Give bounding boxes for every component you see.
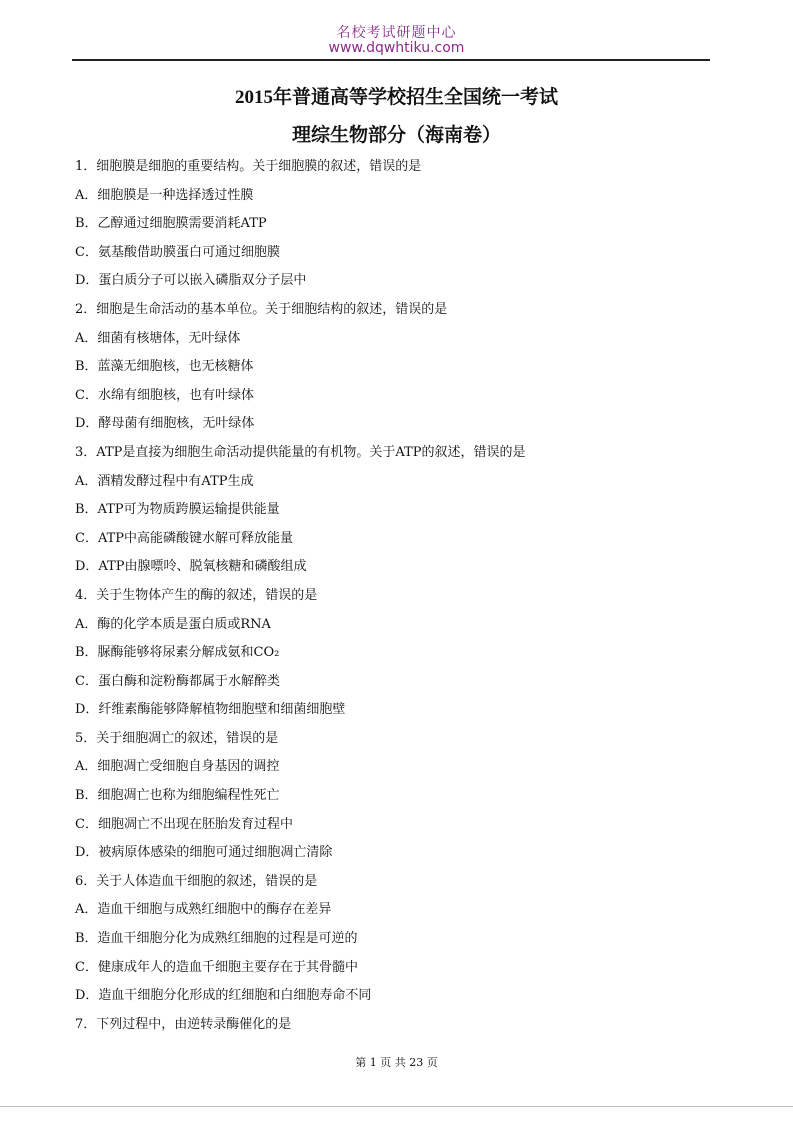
question-3-stem: 3．ATP是直接为细胞生命活动提供能量的有机物。关于ATP的叙述，错误的是 [75, 444, 526, 460]
page-number: 第 1 页 共 23 页 [355, 1056, 438, 1069]
question-2-option-a: A．细菌有核塘体，无叶绿体 [75, 330, 241, 346]
question-6-option-c: C．健康成年人的造血千细胞主要存在于其骨髓中 [75, 959, 358, 975]
header-site-name: 名校考试研题中心 [336, 25, 457, 41]
question-1-stem: 1．细胞膜是细胞的重要结构。关于细胞膜的叙述，错误的是 [75, 159, 422, 174]
question-5-option-c: C．细胞凋亡不出现在胚胎发育过程中 [75, 816, 293, 832]
question-2-option-b: B．蓝藻无细胞核，也无核糖体 [75, 359, 254, 375]
question-1-option-c: C．氨基酸借助膜蛋白可通过细胞膜 [75, 244, 280, 260]
question-1-option-d: D．蛋白质分子可以嵌入磷脂双分子层中 [75, 273, 307, 289]
question-5-stem: 5．关于细胞凋亡的叙述，错误的是 [75, 730, 279, 746]
question-3-option-a: A．酒精发酵过程中有ATP生成 [75, 473, 254, 489]
question-4-stem: 4．关于生物体产生的酶的叙述，错误的是 [75, 587, 318, 603]
page-bottom-edge [0, 1106, 793, 1107]
question-3-option-b: B．ATP可为物质跨膜运输提供能量 [75, 502, 280, 518]
document-title: 2015年普通高等学校招生全国统一考试 [234, 87, 558, 108]
question-6-option-a: A．造血干细胞与成熟红细胞中的酶存在差异 [75, 902, 332, 918]
header-rule [72, 59, 710, 61]
question-5-option-d: D．被病原体感染的细胞可通过细胞凋亡清除 [75, 845, 333, 861]
question-2-stem: 2．细胞是生命活动的基本单位。关于细胞结构的叙述，错误的是 [75, 301, 448, 317]
question-4-option-d: D．纤维素酶能够降解植物细胞壁和细菌细胞壁 [75, 702, 346, 718]
question-4-option-c: C．蛋白酶和淀粉酶都属于水解醉类 [75, 673, 280, 689]
document-subtitle: 理综生物部分（海南卷） [291, 125, 501, 146]
question-6-option-b: B．造血干细胞分化为成熟红细胞的过程是可逆的 [75, 931, 358, 947]
question-6-option-d: D．造血干细胞分化形成的红细胞和白细胞寿命不同 [75, 988, 372, 1004]
question-5-option-a: A．细胞凋亡受细胞自身基因的调控 [75, 759, 280, 775]
question-2-option-c: C．水绵有细胞核，也有叶绿体 [75, 387, 254, 403]
question-7-stem: 7．下列过程中，由逆转录酶催化的是 [75, 1016, 292, 1032]
question-4-option-a: A．酶的化学本质是蛋白质或RNA [75, 616, 271, 632]
question-list [75, 157, 715, 1043]
question-3-option-c: C．ATP中高能磷酸键水解可释放能量 [75, 530, 294, 546]
question-3-option-d: D．ATP由腺嘌呤、脱氧核糖和磷酸组成 [75, 559, 307, 575]
question-6-stem: 6．关于人体造血干细胞的叙述，错误的是 [75, 873, 318, 889]
question-2-option-d: D．酵母菌有细胞核，无叶绿体 [75, 416, 255, 432]
header-site-url[interactable]: www.dqwhtiku.com [328, 40, 465, 56]
question-4-option-b: B．脲酶能够将尿素分解成氨和CO₂ [75, 645, 280, 661]
question-1-option-a: A．细胞膜是一种选择透过性膜 [75, 187, 254, 203]
question-5-option-b: B．细胞凋亡也称为细胞编程性死亡 [75, 788, 280, 804]
question-1-option-b: B．乙醇通过细胞膜需要消耗ATP [75, 216, 267, 232]
